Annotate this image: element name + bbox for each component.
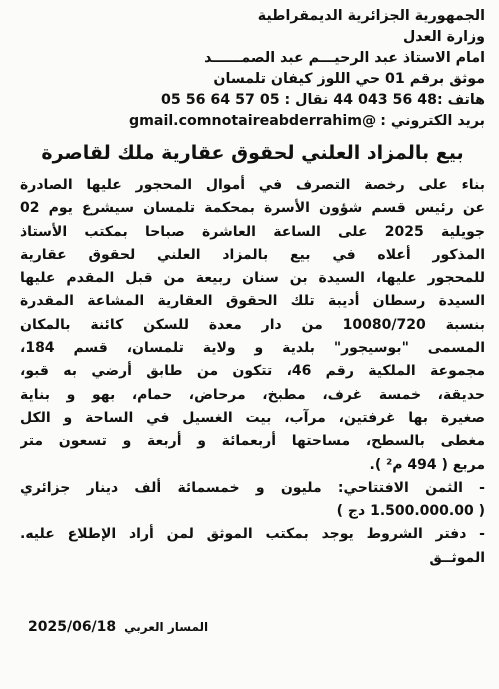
body-line: السيدة رسطان أديبة تلك الحقوق العقارية المشاعة المقدرة [20,293,485,310]
notice-title: بيع بالمزاد العلني لحقوق عقارية ملك لقاصرة [41,142,464,164]
email-label: بريد الكتروني : [380,113,485,129]
publication-source: المسار العربي [124,620,209,634]
body-line: مغطى بالسطح، مساحتها أربعمائة و أربعة و تسعون متر [20,433,485,450]
body-line: صغيرة بها غرفتين، مرآب، بيت الغسيل في الساحة و الكل [20,409,485,426]
opening-price-figure: ( 1.500.000.00 دج ) [336,503,485,520]
conditions-line: - دفتر الشروط يوجد بمكتب الموثق لمن أراد الإطلاع عليه. [20,526,485,543]
body-line: عن رئيس قسم شؤون الأسرة بمحكمة تلمسان سيشرع يوم 02 [20,200,485,217]
body-line-area: مربع ( 494 م² ). [369,456,485,473]
opening-price-line: - الثمن الافتتاحي: مليون و خمسمائة ألف دينار جزائري [20,479,485,496]
body-line: حديقة، خمسة غرف، مطبخ، مرحاض، حمام، بهو و بناية [20,386,485,403]
notice-body [20,174,485,570]
header-notary-name: امام الاستاذ عبد الرحيـــم عبد الصمــــــد [204,50,485,66]
email-address: gmail.comnotaireabderrahim@ [128,113,377,129]
header-republic: الجمهورية الجزائرية الديمقراطية [257,8,485,24]
notice-content [20,6,485,570]
signature-notary: الموثــق [429,549,485,566]
body-line: بناء على رخصة التصرف في أموال المحجور عليها الصادرة [20,177,485,193]
body-line: جويلية 2025 على الساعة العاشرة صباحا بمكتب الأستاذ [20,223,485,240]
header-phone: هاتف :48 56 043 44 نقال : 05 57 64 56 05 [161,92,485,108]
body-line: للمحجور عليها، السيدة بن سنان ربيعة من قبل المقدم عليها [20,270,485,287]
body-line: مجموعة الملكية رقم 46، تتكون من طابق أرضي به قبو، [20,363,485,380]
body-line: بنسبة 10080/720 من دار معدة للسكن كائنة بالمكان [20,316,485,333]
footer [28,619,208,635]
header-ministry: وزارة العدل [402,29,485,45]
header-notary-address: موثق برقم 01 حي اللوز كيفان تلمسان [213,71,485,87]
publication-date: 2025/06/18 [28,619,117,635]
header-email [20,111,485,132]
body-line: المسمى "بوسيجور" بلدية و ولاية تلمسان، قسم 184، [20,340,485,357]
body-line: المذكور أعلاه في بيع بالمزاد العلني لحقوق عقارية [20,246,485,263]
